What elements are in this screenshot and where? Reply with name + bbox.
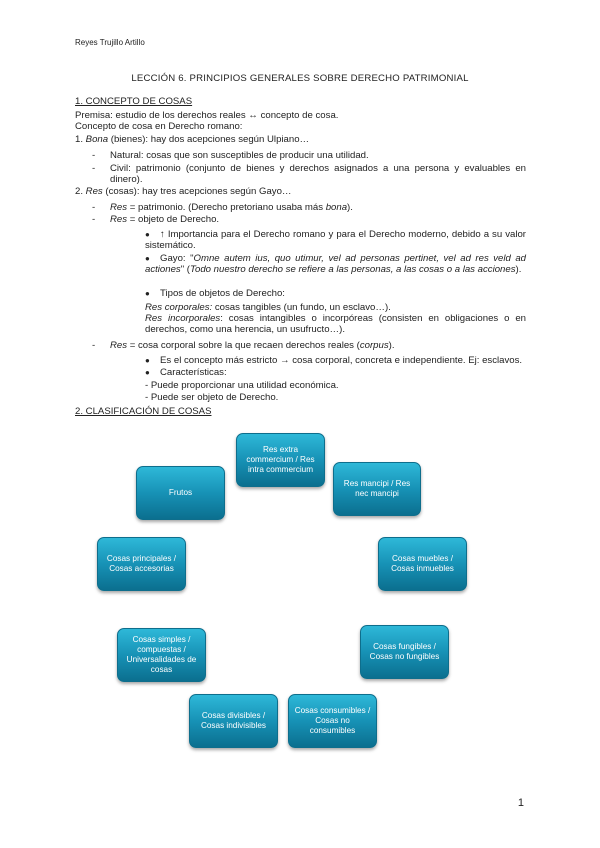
node-mancipi: Res mancipi / Res nec mancipi <box>333 462 421 516</box>
node-extra-commercium: Res extra commercium / Res intra commercium <box>236 433 325 487</box>
node-frutos: Frutos <box>136 466 225 520</box>
bullet-marker: ● <box>145 230 150 239</box>
dash-marker: - <box>92 340 96 351</box>
node-fungibles: Cosas fungibles / Cosas no fungibles <box>360 625 449 679</box>
c-feature-utilidad: - Puede proporcionar una utilidad económica. <box>145 380 339 391</box>
res-heading <box>75 186 292 197</box>
res-rest: (cosas): hay tres acepciones según Gayo… <box>102 186 292 197</box>
res-num: 2. <box>75 186 86 197</box>
bona-rest: (bienes): hay dos acepciones según Ulpiano… <box>108 134 310 145</box>
premisa-text: Premisa: estudio de los derechos reales ↔ concepto de cosa. <box>75 110 339 121</box>
node-consumibles: Cosas consumibles / Cosas no consumibles <box>288 694 377 748</box>
dash-marker: - <box>92 202 96 213</box>
dash-marker: - <box>92 214 96 225</box>
c-sub-caracteristicas: Características: <box>160 367 227 378</box>
corp-text: cosas tangibles (un fundo, un esclavo…). <box>212 302 391 313</box>
page-title: LECCIÓN 6. PRINCIPIOS GENERALES SOBRE DERECHO PATRIMONIAL <box>131 73 469 84</box>
incorp-label: Res incorporales <box>145 313 221 324</box>
res-c-rest1: = cosa corporal sobre la que recaen derechos reales ( <box>127 340 360 351</box>
res-acepcion-objeto <box>110 214 219 225</box>
node-divisibles: Cosas divisibles / Cosas indivisibles <box>189 694 278 748</box>
res-word: Res <box>85 186 103 197</box>
sub2-pre: Gayo: " <box>160 253 194 264</box>
c-sub-concepto: Es el concepto más estricto → cosa corporal, concreta e independiente. Ej: esclavos. <box>160 355 523 366</box>
bona-num: 1. <box>75 134 86 145</box>
sub2-end: ). <box>515 264 522 275</box>
sub-gayo-quote <box>145 253 526 275</box>
bona-item-natural: Natural: cosas que son susceptibles de producir una utilidad. <box>110 150 369 161</box>
res-corporales <box>145 302 391 313</box>
bullet-marker: ● <box>145 368 150 377</box>
res-b-rest: = objeto de Derecho. <box>127 214 220 225</box>
page-number: 1 <box>517 797 524 809</box>
sub2-mid: " ( <box>180 264 191 275</box>
res-a-bona: bona <box>325 202 348 213</box>
res-a-rest2: ). <box>347 202 353 213</box>
corp-label: Res corporales: <box>145 302 213 313</box>
c-feature-objeto: - Puede ser objeto de Derecho. <box>145 392 279 403</box>
res-acepcion-patrimonio <box>110 202 353 213</box>
bullet-marker: ● <box>145 254 150 263</box>
dash-marker: - <box>92 163 96 174</box>
res-c-rest2: ). <box>388 340 395 351</box>
res-b-word: Res <box>110 214 128 225</box>
sub-importancia: ↑ Importancia para el Derecho romano y para el Derecho moderno, debido a su valor sistemático. <box>145 229 526 251</box>
node-principales: Cosas principales / Cosas accesorias <box>97 537 186 591</box>
sub2-trans: Todo nuestro derecho se refiere a las personas, a las cosas o a las acciones <box>190 264 516 275</box>
res-a-word: Res <box>110 202 128 213</box>
bullet-marker: ● <box>145 289 150 298</box>
dash-marker: - <box>92 150 96 161</box>
node-muebles: Cosas muebles / Cosas inmuebles <box>378 537 467 591</box>
res-a-rest1: = patrimonio. (Derecho pretoriano usaba más <box>127 202 326 213</box>
concepto-text: Concepto de cosa en Derecho romano: <box>75 121 243 132</box>
section-1-heading: 1. CONCEPTO DE COSAS <box>75 96 193 107</box>
node-simples-compuestas: Cosas simples / compuestas / Universalidades de cosas <box>117 628 206 682</box>
res-c-word: Res <box>110 340 128 351</box>
sub2-latin: Omne autem ius, quo utimur, vel ad personas pertinet, vel ad res veld ad actiones <box>145 253 526 275</box>
bona-item-civil: Civil: patrimonio (conjunto de bienes y derechos asignados a una persona y evaluables en dinero). <box>110 163 526 185</box>
section-2-heading: 2. CLASIFICACIÓN DE COSAS <box>75 406 212 417</box>
res-incorporales <box>145 313 526 335</box>
res-acepcion-corporal <box>110 340 395 351</box>
header-author: Reyes Trujillo Artillo <box>75 38 145 47</box>
bona-word: Bona <box>85 134 109 145</box>
bullet-marker: ● <box>145 356 150 365</box>
res-c-corpus: corpus <box>359 340 389 351</box>
incorp-text: : cosas intangibles o incorpóreas (consisten en obligaciones o en derechos, como una herencia, un usufructo…). <box>145 313 526 335</box>
bona-heading <box>75 134 309 145</box>
sub-tipos: Tipos de objetos de Derecho: <box>160 288 285 299</box>
